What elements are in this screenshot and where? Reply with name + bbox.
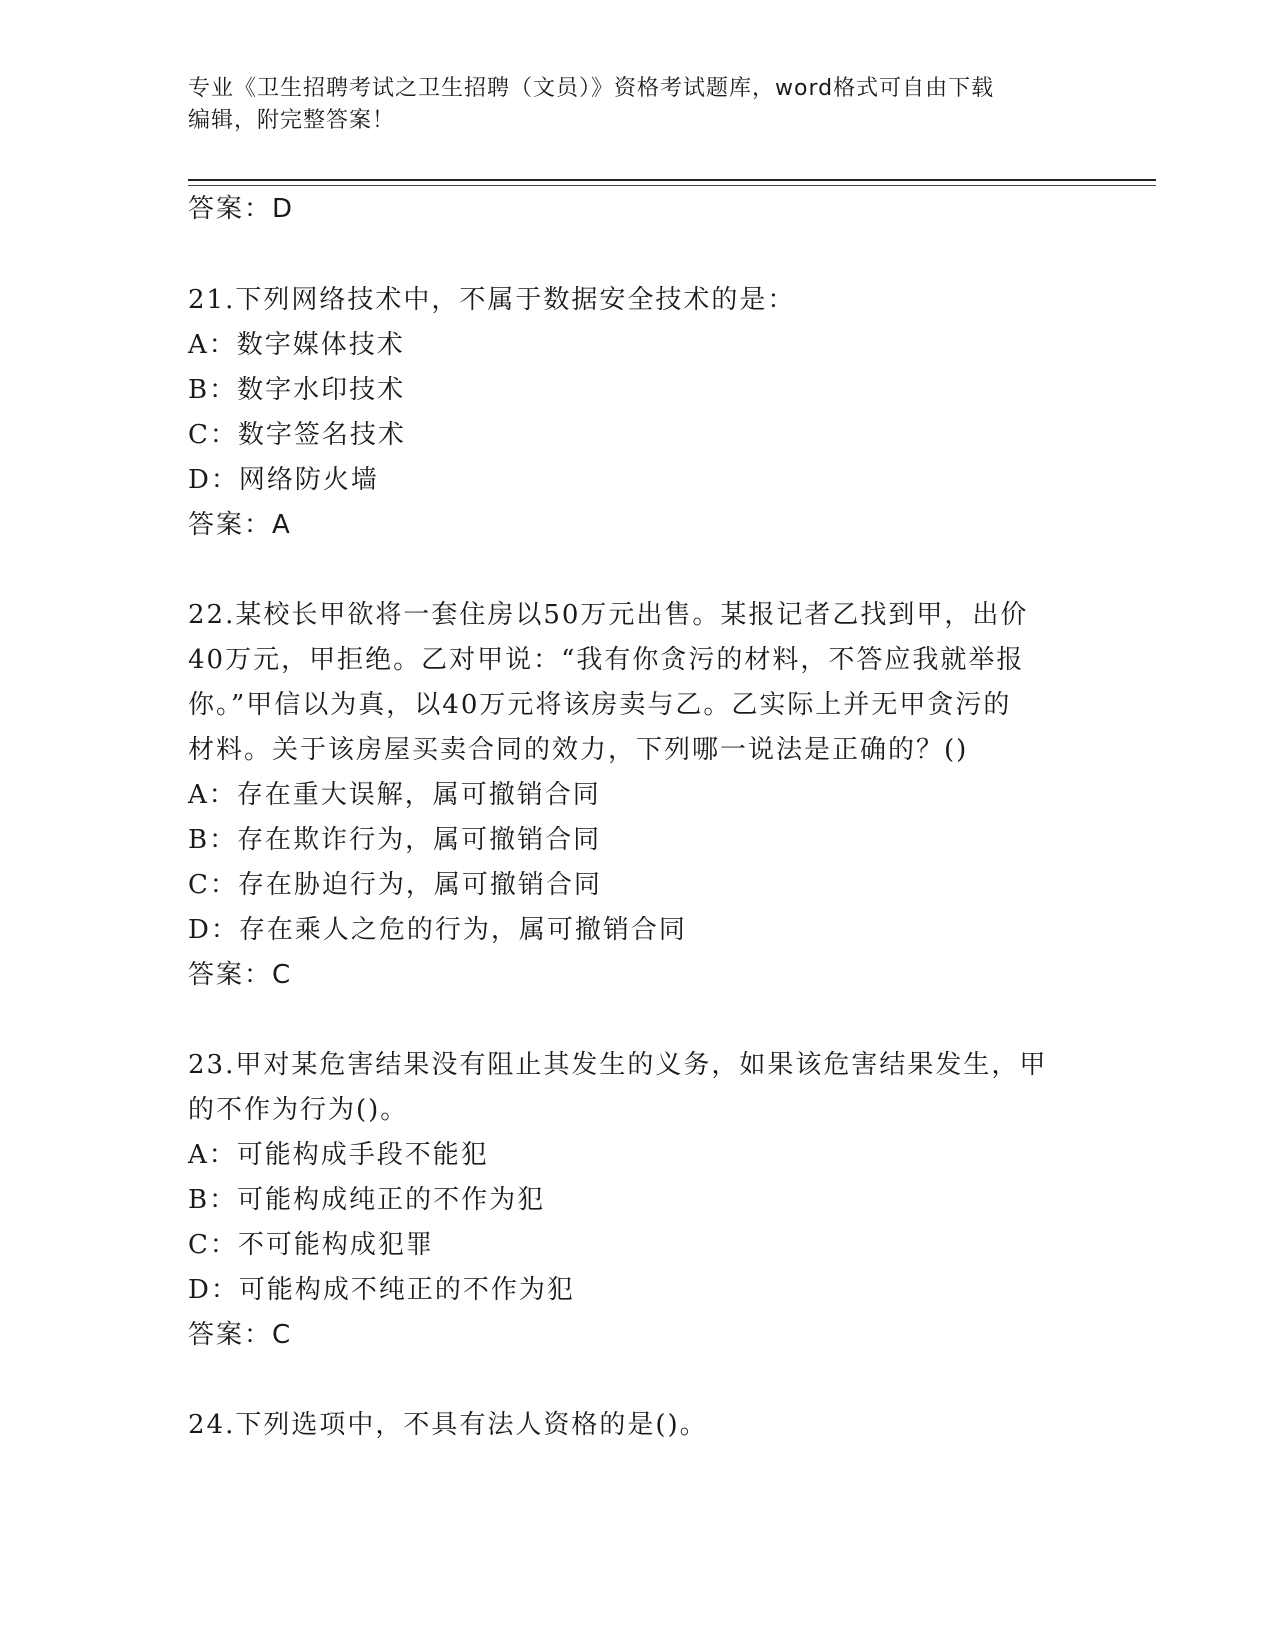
option-c: C：不可能构成犯罪 — [188, 1230, 434, 1260]
option-b: B：存在欺诈行为，属可撤销合同 — [188, 825, 602, 855]
question-text-line: 24.下列选项中，不具有法人资格的是()。 — [188, 1410, 708, 1440]
option-b: B：数字水印技术 — [188, 375, 406, 405]
option-a: A：存在重大误解，属可撤销合同 — [188, 780, 601, 810]
option-a: A：数字媒体技术 — [188, 330, 405, 360]
header-line-2: 编辑，附完整答案！ — [188, 108, 396, 133]
question-text-line: 材料。关于该房屋买卖合同的效力，下列哪一说法是正确的？() — [188, 735, 969, 765]
previous-answer: 答案：D — [188, 194, 295, 224]
question-text-line: 22.某校长甲欲将一套住房以50万元出售。某报记者乙找到甲，出价 — [188, 600, 1029, 630]
question-text-line: 23.甲对某危害结果没有阻止其发生的义务，如果该危害结果发生，甲 — [188, 1050, 1048, 1080]
option-d: D：存在乘人之危的行为，属可撤销合同 — [188, 915, 687, 945]
header-rule-thick — [188, 179, 1156, 181]
option-a: A：可能构成手段不能犯 — [188, 1140, 489, 1170]
question-text-line: 40万元，甲拒绝。乙对甲说：“我有你贪污的材料，不答应我就举报 — [188, 645, 1025, 675]
header-line-1: 专业《卫生招聘考试之卫生招聘（文员）》资格考试题库，word格式可自由下载 — [188, 76, 995, 101]
answer: 答案：C — [188, 960, 293, 990]
option-c: C：数字签名技术 — [188, 420, 406, 450]
option-b: B：可能构成纯正的不作为犯 — [188, 1185, 546, 1215]
question-text-line: 的不作为行为()。 — [188, 1095, 409, 1125]
question-text-line: 你。”甲信以为真，以40万元将该房卖与乙。乙实际上并无甲贪污的 — [188, 690, 1012, 720]
option-c: C：存在胁迫行为，属可撤销合同 — [188, 870, 602, 900]
answer: 答案：A — [188, 510, 292, 540]
header-rule-thin — [188, 185, 1156, 186]
question-text-line: 21.下列网络技术中，不属于数据安全技术的是： — [188, 285, 796, 315]
document-header — [188, 73, 1068, 137]
option-d: D：网络防火墙 — [188, 465, 379, 495]
option-d: D：可能构成不纯正的不作为犯 — [188, 1275, 575, 1305]
answer: 答案：C — [188, 1320, 293, 1350]
